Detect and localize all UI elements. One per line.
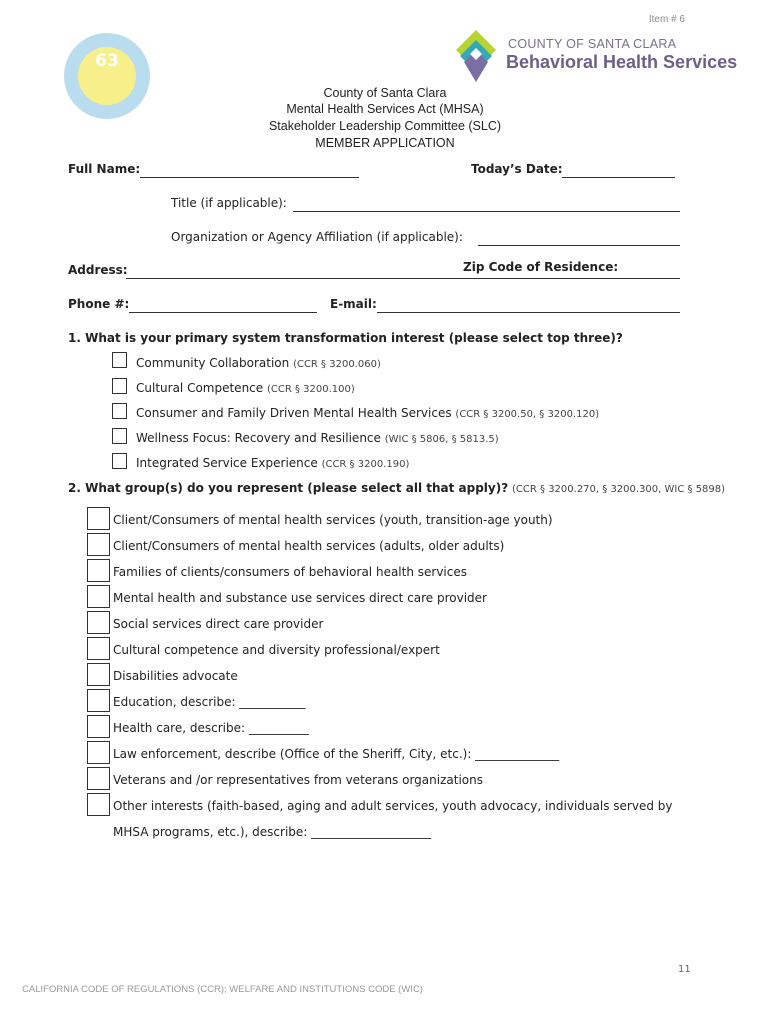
q1-option-cultural-competence: Cultural Competence (CCR § 3200.100) (136, 381, 355, 395)
full-name-label: Full Name: (68, 162, 141, 176)
question-1: 1. What is your primary system transformation interest (please select top three)? (68, 331, 623, 345)
phone-label: Phone #: (68, 297, 130, 311)
logo-county-text: COUNTY OF SANTA CLARA (508, 37, 677, 51)
q2-option-3: Families of clients/consumers of behavioral health services (113, 565, 467, 579)
q1-option-community-collaboration: Community Collaboration (CCR § 3200.060) (136, 356, 381, 370)
document-title: MEMBER APPLICATION (315, 136, 455, 150)
title-field[interactable] (293, 211, 680, 212)
q2-option-1: Client/Consumers of mental health services (youth, transition-age youth) (113, 513, 553, 527)
q2-checkbox-3[interactable] (87, 559, 110, 582)
full-name-field[interactable] (140, 177, 359, 178)
question-2: 2. What group(s) do you represent (please select all that apply)? (CCR § 3200.270, § 3200.300, WIC § 5898) (68, 481, 726, 495)
email-field[interactable] (377, 312, 680, 313)
footer-note: CALIFORNIA CODE OF REGULATIONS (CCR); WELFARE AND INSTITUTIONS CODE (WIC) (22, 984, 423, 995)
q2-checkbox-8[interactable] (87, 689, 110, 712)
address-field[interactable] (126, 278, 680, 279)
header-line-3: Stakeholder Leadership Committee (SLC) (268, 119, 502, 133)
todays-date-label: Today’s Date: (471, 162, 563, 176)
q2-option-10: Law enforcement, describe (Office of the Sheriff, City, etc.): ______________ (113, 747, 560, 761)
q2-option-9: Health care, describe: __________ (113, 721, 309, 735)
q1-option-wellness-focus: Wellness Focus: Recovery and Resilience (WIC § 5806, § 5813.5) (136, 431, 499, 445)
q1-option-integrated-service: Integrated Service Experience (CCR § 3200.190) (136, 456, 410, 470)
q2-checkbox-1[interactable] (87, 507, 110, 530)
q2-option-11: Veterans and /or representatives from veterans organizations (113, 773, 483, 787)
logo-department-text: Behavioral Health Services (506, 52, 738, 72)
q2-checkbox-9[interactable] (87, 715, 110, 738)
organization-label: Organization or Agency Affiliation (if applicable): (171, 230, 463, 244)
q2-checkbox-12[interactable] (87, 793, 110, 816)
q2-option-7: Disabilities advocate (113, 669, 238, 683)
q2-option-5: Social services direct care provider (113, 617, 324, 631)
q2-checkbox-6[interactable] (87, 637, 110, 660)
q2-checkbox-4[interactable] (87, 585, 110, 608)
q2-option-6: Cultural competence and diversity professional/expert (113, 643, 440, 657)
q2-option-8: Education, describe: ___________ (113, 695, 306, 709)
q1-option-consumer-family-driven: Consumer and Family Driven Mental Health Services (CCR § 3200.50, § 3200.120) (136, 406, 600, 420)
q1-checkbox-integrated-service[interactable] (112, 453, 127, 469)
address-label: Address: (68, 263, 128, 277)
phone-field[interactable] (129, 312, 317, 313)
q2-option-12: Other interests (faith-based, aging and adult services, youth advocacy, individuals served by (113, 799, 673, 813)
q2-checkbox-7[interactable] (87, 663, 110, 686)
q2-option-12-continuation: MHSA programs, etc.), describe: ____________________ (113, 825, 432, 839)
zip-code-label: Zip Code of Residence: (463, 260, 619, 274)
page-number: 11 (678, 964, 691, 975)
organization-field[interactable] (478, 245, 680, 246)
q1-checkbox-consumer-family-driven[interactable] (112, 403, 127, 419)
q2-option-2: Client/Consumers of mental health services (adults, older adults) (113, 539, 505, 553)
todays-date-field[interactable] (562, 177, 675, 178)
q2-checkbox-11[interactable] (87, 767, 110, 790)
q2-option-4: Mental health and substance use services direct care provider (113, 591, 487, 605)
item-number: Item # 6 (648, 14, 685, 25)
q2-checkbox-10[interactable] (87, 741, 110, 764)
q1-checkbox-community-collaboration[interactable] (112, 352, 127, 368)
title-label: Title (if applicable): (171, 196, 287, 210)
q1-checkbox-cultural-competence[interactable] (112, 378, 127, 394)
email-label: E-mail: (330, 297, 377, 311)
q1-checkbox-wellness-focus[interactable] (112, 428, 127, 444)
header-line-1: County of Santa Clara (323, 86, 447, 100)
seal-number: 63 (95, 51, 119, 71)
bhs-logo-icon (452, 28, 500, 84)
q2-checkbox-2[interactable] (87, 533, 110, 556)
q2-checkbox-5[interactable] (87, 611, 110, 634)
header-line-2: Mental Health Services Act (MHSA) (286, 102, 484, 116)
